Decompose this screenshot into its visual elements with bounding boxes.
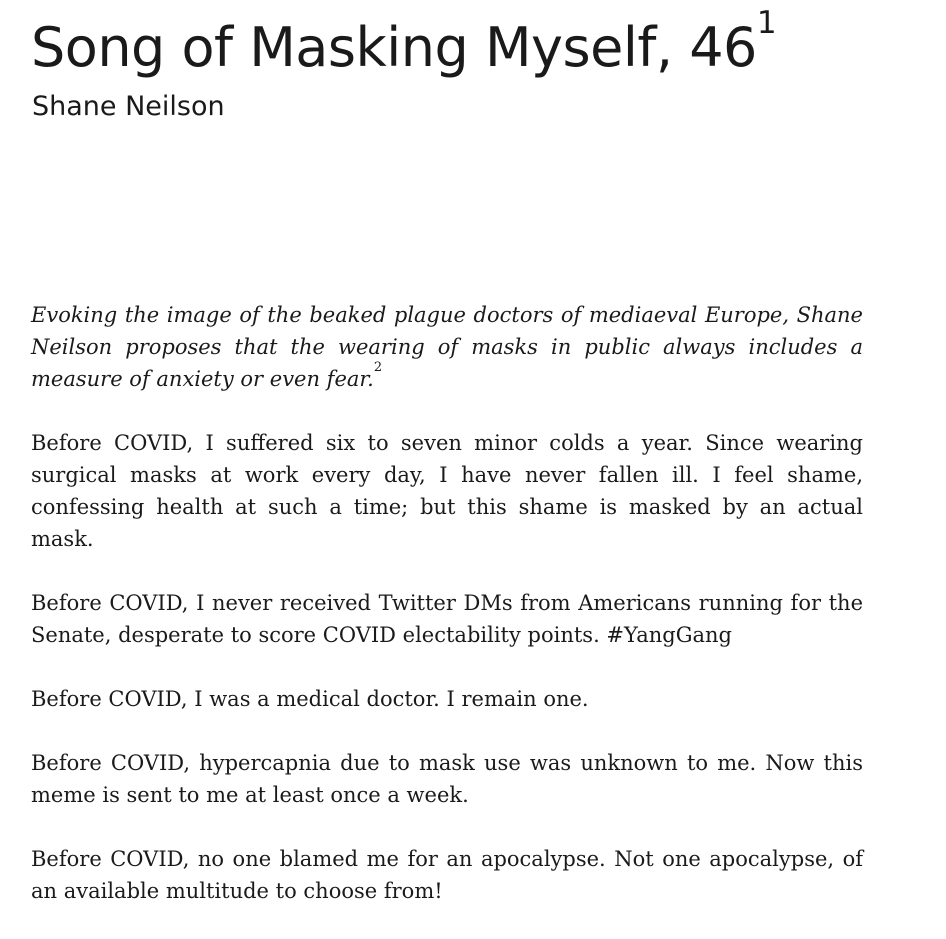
intro-paragraph: [31, 299, 863, 395]
page-title: [31, 5, 777, 82]
intro-text: Evoking the image of the beaked plague doctors of mediaeval Europe, Shane Neilson proposes that the wearing of masks in public always includes a measure of anxiety or even fear.: [31, 303, 863, 391]
title-footnote-marker: 1: [756, 5, 777, 41]
poem-body: [31, 299, 863, 939]
stanza-3: Before COVID, I was a medical doctor. I remain one.: [31, 687, 589, 711]
intro-footnote-marker: 2: [373, 360, 383, 375]
stanza-2: Before COVID, I never received Twitter DMs from Americans running for the Senate, desperate to score COVID electability points. #YangGang: [31, 591, 863, 647]
stanza-4: Before COVID, hypercapnia due to mask use was unknown to me. Now this meme is sent to me at least once a week.: [31, 751, 863, 807]
stanza-5: Before COVID, no one blamed me for an apocalypse. Not one apocalypse, of an available multitude to choose from!: [31, 847, 863, 903]
stanza-1: Before COVID, I suffered six to seven minor colds a year. Since wearing surgical masks at work every day, I have never fallen ill. I feel shame, confessing health at such a time; but this shame is masked by an actual mask.: [31, 431, 863, 551]
author-name: Shane Neilson: [32, 91, 225, 122]
title-text: Song of Masking Myself, 46: [31, 16, 757, 79]
